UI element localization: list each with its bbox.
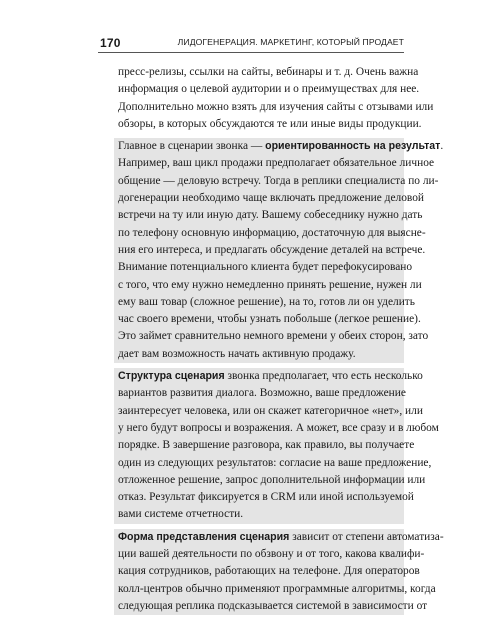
text-line: отказ. Результат фиксируется в CRM или иной используемой [118,491,414,504]
text-line [118,138,444,155]
text-line: вами системе отчетности. [118,508,244,521]
text-run: . [440,140,444,153]
paragraph-1 [118,64,434,133]
text-line: Дополнительно можно взять для изучения сайты с отзывами или [118,100,434,113]
bold-term: Форма представления сценария [118,530,290,543]
page-number: 170 [100,36,121,50]
text-run: звонка предполагает, что есть несколько [224,370,423,383]
page-body [118,64,444,620]
text-line: Внимание потенциального клиента будет перефокусировано [118,261,413,274]
text-line: Например, ваш цикл продажи предполагает обязательное личное [118,157,435,170]
text-line: ему ваш товар (сложное решение), на то, готов ли он уделить [118,295,415,308]
bold-term: Структура сценария [118,370,225,383]
text-line: ния его интереса, и предлагать обсуждение деталей на встрече. [118,243,426,256]
text-line: вариантов развития диалога. Возможно, ваше предложение [118,387,406,400]
text-run: зависит от степени автоматиза- [289,530,444,543]
text-line [118,368,423,385]
page-header [98,36,404,53]
text-line: информация о целевой аудитории и о преимуществах для нее. [118,83,420,96]
text-line: обзоры, в которых обсуждаются те или иные виды продукции. [118,117,422,130]
bold-term: ориентированность на результат [265,140,441,153]
paragraph-4-highlighted [114,529,444,615]
text-line [118,529,444,546]
text-run: Главное в сценарии звонка — [118,140,266,153]
text-line: догенерации необходимо чаще включать предложение деловой [118,192,425,205]
text-line: Это займет сравнительно немного времени у обеих сторон, зато [118,330,429,343]
text-line: ции вашей деятельности по обзвону и от того, какова квалифи- [118,548,425,561]
text-line: по телефону основную информацию, достаточную для выясне- [118,226,426,239]
text-line: встречи на ту или иную дату. Вашему собеседнику нужно дать [118,209,423,222]
text-line: один из следующих результатов: согласие на ваше предложение, [118,456,432,469]
paragraph-3-highlighted [114,368,439,524]
text-line: общение — деловую встречу. Тогда в реплики специалиста по ли- [118,174,439,187]
text-line: следующая реплика подсказывается системой в зависимости от [118,599,428,612]
text-line: пресс-релизы, ссылки на сайты, вебинары и т. д. Очень важна [118,66,419,78]
text-line: колл-центров обычно применяют программные алгоритмы, когда [118,582,436,595]
text-line: у него будут вопросы и возражения. А может, все сразу и в любом [118,421,439,434]
text-line: кация сотрудников, работающих на телефоне. Для операторов [118,565,420,578]
text-line: час своего времени, чтобы узнать побольше (легкое решение). [118,313,421,326]
text-line: с того, что ему нужно немедленно принять решение, нужен ли [118,278,422,291]
text-line: отложенное решение, запрос дополнительной информации или [118,473,426,486]
paragraph-2-highlighted [114,138,444,363]
text-line: дает вам возможность начать активную продажу. [118,347,356,360]
text-line: заинтересует человека, или он скажет категоричное «нет», или [118,404,423,417]
running-head: ЛИДОГЕНЕРАЦИЯ. МАРКЕТИНГ, КОТОРЫЙ ПРОДАЕТ [177,37,404,47]
text-line: порядке. В завершение разговора, как правило, вы получаете [118,439,415,452]
